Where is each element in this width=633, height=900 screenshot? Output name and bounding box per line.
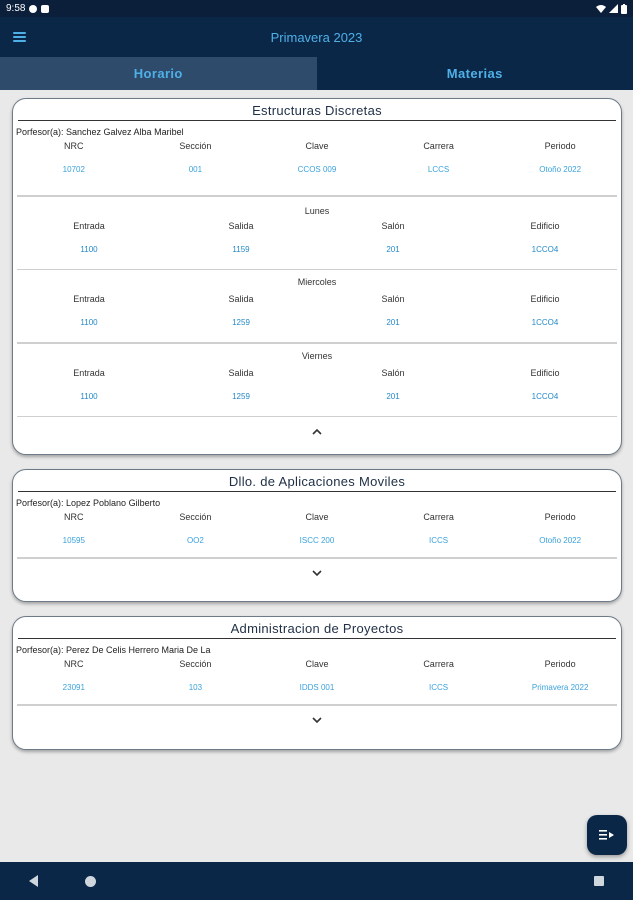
clave-header: Clave — [305, 141, 329, 151]
course-info-headers — [13, 659, 621, 683]
system-nav-bar — [0, 862, 633, 900]
seccion-value: 103 — [188, 683, 203, 692]
entrada-header: Entrada — [73, 220, 105, 231]
periodo-value: Primavera 2022 — [531, 683, 589, 692]
salon-value: 201 — [386, 244, 400, 254]
carrera-header: Carrera — [423, 141, 454, 151]
course-title: Dllo. de Aplicaciones Moviles — [228, 474, 406, 489]
entrada-value: 1100 — [80, 391, 98, 401]
edificio-value: 1CCO4 — [531, 391, 559, 401]
edificio-value: 1CCO4 — [531, 318, 559, 327]
tab-horario[interactable]: Horario — [0, 57, 317, 90]
course-title: Estructuras Discretas — [252, 103, 382, 118]
professor-name: Porfesor(a): Sanchez Galvez Alba Maribel — [16, 127, 184, 137]
periodo-header: Periodo — [544, 512, 576, 522]
salida-header: Salida — [228, 294, 254, 304]
expand-button[interactable] — [13, 706, 621, 727]
signal-icon — [609, 4, 618, 13]
expand-button[interactable] — [13, 559, 621, 580]
seccion-header: Sección — [179, 659, 212, 669]
carrera-header: Carrera — [423, 659, 454, 669]
day-label-miercoles: Miercoles — [297, 277, 337, 287]
carrera-value: LCCS — [427, 165, 450, 174]
entrada-value: 1100 — [80, 318, 98, 327]
nrc-header: NRC — [64, 512, 84, 522]
list-add-icon — [599, 829, 615, 841]
professor-name: Porfesor(a): Perez De Celis Herrero Maria De La — [16, 645, 211, 655]
edificio-header: Edificio — [530, 367, 560, 378]
course-info-headers — [13, 141, 621, 165]
carrera-value: ICCS — [429, 536, 449, 545]
seccion-value: 001 — [188, 165, 203, 174]
nrc-header: NRC — [64, 141, 84, 151]
entrada-header: Entrada — [73, 294, 105, 304]
edificio-header: Edificio — [530, 220, 560, 231]
battery-icon — [621, 4, 627, 14]
clave-value: CCOS 009 — [297, 165, 337, 174]
nrc-value: 10702 — [62, 165, 85, 174]
seccion-value: OO2 — [186, 536, 204, 545]
salida-header: Salida — [228, 367, 254, 378]
professor-name: Porfesor(a): Lopez Poblano Gilberto — [16, 498, 161, 508]
chevron-down-icon — [312, 717, 322, 724]
clave-value: ISCC 200 — [299, 536, 335, 545]
status-time: 9:58 — [6, 3, 26, 14]
menu-icon[interactable] — [13, 32, 26, 42]
add-schedule-button[interactable] — [587, 815, 627, 855]
periodo-value: Otoño 2022 — [539, 536, 582, 545]
periodo-header: Periodo — [544, 659, 576, 669]
chevron-down-icon — [312, 570, 322, 577]
tab-bar — [0, 57, 633, 90]
salon-header: Salón — [381, 220, 405, 231]
course-card[interactable] — [12, 469, 622, 602]
home-icon[interactable] — [85, 876, 96, 887]
edificio-value: 1CCO4 — [531, 244, 559, 254]
entrada-value: 1100 — [80, 244, 98, 254]
recents-icon[interactable] — [594, 876, 604, 886]
edificio-header: Edificio — [530, 294, 560, 304]
tab-materias[interactable]: Materias — [317, 57, 633, 90]
clave-value: IDDS 001 — [299, 683, 335, 692]
salon-value: 201 — [386, 318, 400, 327]
course-info-headers — [13, 512, 621, 536]
course-info-values — [13, 536, 621, 557]
nrc-value: 23091 — [62, 683, 85, 692]
periodo-value: Otoño 2022 — [539, 165, 582, 174]
carrera-header: Carrera — [423, 512, 454, 522]
course-info-values — [13, 683, 621, 704]
schedule-values — [13, 318, 621, 342]
wifi-icon — [596, 4, 606, 13]
schedule-headers — [13, 368, 621, 392]
back-icon[interactable] — [29, 875, 38, 887]
status-bar — [0, 0, 633, 17]
nrc-value: 10595 — [62, 536, 85, 545]
chevron-up-icon — [312, 428, 322, 435]
salida-value: 1159 — [232, 244, 250, 254]
schedule-headers — [13, 294, 621, 318]
app-bar — [0, 17, 633, 57]
course-card[interactable] — [12, 98, 622, 455]
seccion-header: Sección — [179, 512, 212, 522]
schedule-values — [13, 392, 621, 416]
app-title: Primavera 2023 — [270, 29, 363, 45]
salon-value: 201 — [386, 391, 400, 401]
schedule-values — [13, 245, 621, 269]
salon-header: Salón — [381, 294, 405, 304]
salon-header: Salón — [381, 367, 405, 378]
entrada-header: Entrada — [73, 367, 105, 378]
course-card[interactable] — [12, 616, 622, 750]
nrc-header: NRC — [64, 659, 84, 669]
schedule-headers — [13, 221, 621, 245]
seccion-header: Sección — [179, 141, 212, 151]
periodo-header: Periodo — [544, 141, 576, 151]
day-label-viernes: Viernes — [301, 350, 333, 361]
salida-value: 1259 — [232, 391, 250, 401]
salida-value: 1259 — [232, 318, 250, 327]
course-info-values — [13, 165, 621, 195]
day-label-lunes: Lunes — [304, 205, 330, 216]
course-title: Administracion de Proyectos — [230, 621, 404, 636]
notification-icon — [29, 5, 37, 13]
salida-header: Salida — [228, 220, 254, 231]
clave-header: Clave — [305, 512, 329, 522]
sim-icon — [41, 5, 49, 13]
collapse-button[interactable] — [13, 417, 621, 438]
clave-header: Clave — [305, 659, 329, 669]
carrera-value: ICCS — [429, 683, 449, 692]
